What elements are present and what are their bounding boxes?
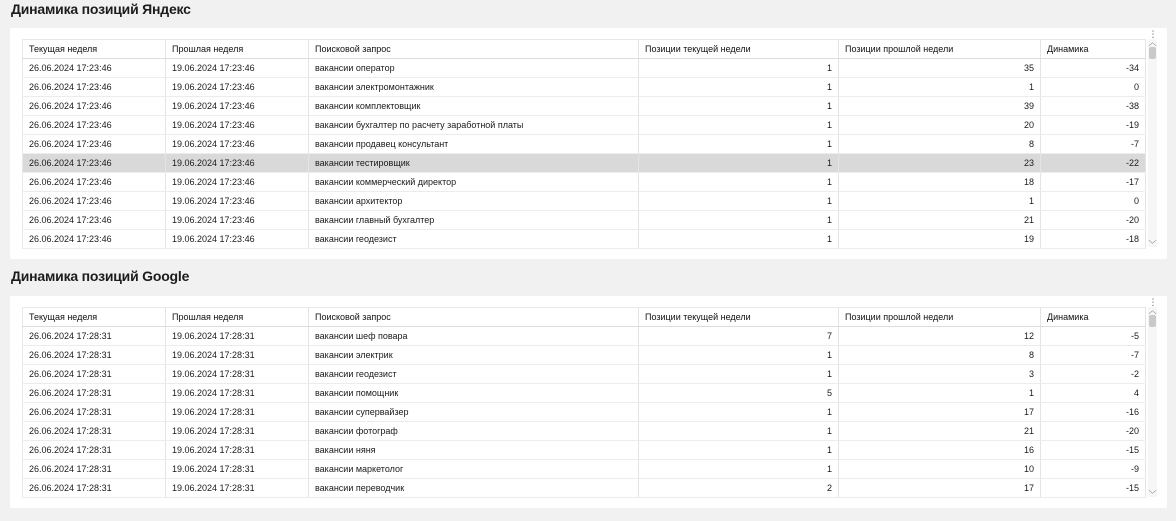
- table-row[interactable]: [23, 78, 1146, 97]
- cell-current-week: 26.06.2024 17:28:31: [23, 460, 166, 479]
- cell-current-position: 1: [639, 116, 839, 135]
- more-menu-icon[interactable]: ⋮: [1148, 297, 1157, 307]
- table-row[interactable]: [23, 59, 1146, 78]
- cell-previous-week: 19.06.2024 17:28:31: [166, 403, 309, 422]
- cell-dynamics: -15: [1041, 479, 1146, 498]
- cell-current-week: 26.06.2024 17:28:31: [23, 327, 166, 346]
- table-row[interactable]: [23, 211, 1146, 230]
- vertical-scrollbar[interactable]: [1148, 39, 1157, 247]
- section-title-google: Динамика позиций Google: [11, 268, 190, 284]
- yandex-table: [22, 39, 1146, 249]
- scrollbar-thumb[interactable]: [1149, 315, 1156, 327]
- table-row[interactable]: [23, 441, 1146, 460]
- cell-current-week: 26.06.2024 17:28:31: [23, 403, 166, 422]
- table-header-row: [23, 308, 1146, 327]
- google-table-viewport[interactable]: [22, 307, 1150, 506]
- cell-previous-position: 16: [839, 441, 1041, 460]
- table-row[interactable]: [23, 135, 1146, 154]
- cell-previous-week: 19.06.2024 17:23:46: [166, 97, 309, 116]
- cell-current-week: 26.06.2024 17:23:46: [23, 154, 166, 173]
- cell-previous-position: 23: [839, 154, 1041, 173]
- cell-search-query: вакансии маркетолог: [309, 460, 639, 479]
- cell-dynamics: -19: [1041, 116, 1146, 135]
- cell-search-query: вакансии оператор: [309, 59, 639, 78]
- cell-dynamics: 0: [1041, 192, 1146, 211]
- column-header-current-week[interactable]: Текущая неделя: [23, 40, 166, 59]
- cell-previous-week: 19.06.2024 17:28:31: [166, 327, 309, 346]
- table-row[interactable]: [23, 192, 1146, 211]
- cell-previous-position: 10: [839, 460, 1041, 479]
- cell-dynamics: -16: [1041, 403, 1146, 422]
- cell-dynamics: -17: [1041, 173, 1146, 192]
- cell-previous-week: 19.06.2024 17:23:46: [166, 154, 309, 173]
- cell-current-position: 7: [639, 327, 839, 346]
- cell-dynamics: -20: [1041, 211, 1146, 230]
- cell-previous-week: 19.06.2024 17:23:46: [166, 211, 309, 230]
- cell-search-query: вакансии комплектовщик: [309, 97, 639, 116]
- cell-previous-week: 19.06.2024 17:28:31: [166, 346, 309, 365]
- cell-search-query: вакансии няня: [309, 441, 639, 460]
- cell-search-query: вакансии электрик: [309, 346, 639, 365]
- cell-previous-position: 1: [839, 384, 1041, 403]
- yandex-table-viewport[interactable]: [22, 39, 1150, 249]
- cell-search-query: вакансии помощник: [309, 384, 639, 403]
- cell-current-week: 26.06.2024 17:28:31: [23, 346, 166, 365]
- cell-current-position: 1: [639, 422, 839, 441]
- cell-previous-position: 8: [839, 346, 1041, 365]
- cell-previous-week: 19.06.2024 17:23:46: [166, 116, 309, 135]
- cell-previous-position: 21: [839, 211, 1041, 230]
- cell-current-week: 26.06.2024 17:23:46: [23, 97, 166, 116]
- cell-search-query: вакансии шеф повара: [309, 327, 639, 346]
- cell-search-query: вакансии главный бухгалтер: [309, 211, 639, 230]
- cell-current-week: 26.06.2024 17:28:31: [23, 441, 166, 460]
- table-row[interactable]: [23, 346, 1146, 365]
- cell-dynamics: -34: [1041, 59, 1146, 78]
- cell-dynamics: 0: [1041, 78, 1146, 97]
- cell-previous-week: 19.06.2024 17:23:46: [166, 230, 309, 249]
- cell-current-week: 26.06.2024 17:28:31: [23, 384, 166, 403]
- cell-search-query: вакансии тестировщик: [309, 154, 639, 173]
- table-row[interactable]: [23, 365, 1146, 384]
- cell-current-position: 1: [639, 230, 839, 249]
- cell-search-query: вакансии продавец консультант: [309, 135, 639, 154]
- table-row[interactable]: [23, 403, 1146, 422]
- cell-dynamics: -2: [1041, 365, 1146, 384]
- cell-current-week: 26.06.2024 17:23:46: [23, 230, 166, 249]
- cell-previous-week: 19.06.2024 17:28:31: [166, 479, 309, 498]
- cell-dynamics: -9: [1041, 460, 1146, 479]
- cell-dynamics: -20: [1041, 422, 1146, 441]
- cell-current-week: 26.06.2024 17:23:46: [23, 116, 166, 135]
- cell-previous-week: 19.06.2024 17:23:46: [166, 135, 309, 154]
- cell-previous-week: 19.06.2024 17:28:31: [166, 460, 309, 479]
- cell-previous-position: 17: [839, 403, 1041, 422]
- cell-current-position: 1: [639, 78, 839, 97]
- column-header-search-query[interactable]: Поисковой запрос: [309, 40, 639, 59]
- cell-previous-position: 19: [839, 230, 1041, 249]
- chevron-down-icon[interactable]: ﹀: [1148, 240, 1157, 249]
- cell-search-query: вакансии бухгалтер по расчету заработной платы: [309, 116, 639, 135]
- cell-current-position: 1: [639, 460, 839, 479]
- cell-current-position: 1: [639, 441, 839, 460]
- cell-previous-week: 19.06.2024 17:28:31: [166, 365, 309, 384]
- cell-search-query: вакансии геодезист: [309, 230, 639, 249]
- cell-search-query: вакансии геодезист: [309, 365, 639, 384]
- cell-dynamics: -18: [1041, 230, 1146, 249]
- column-header-search-query[interactable]: Поисковой запрос: [309, 308, 639, 327]
- table-header-row: [23, 40, 1146, 59]
- cell-previous-week: 19.06.2024 17:28:31: [166, 441, 309, 460]
- cell-current-position: 1: [639, 365, 839, 384]
- cell-previous-week: 19.06.2024 17:28:31: [166, 422, 309, 441]
- table-row[interactable]: [23, 384, 1146, 403]
- cell-previous-position: 18: [839, 173, 1041, 192]
- cell-previous-week: 19.06.2024 17:23:46: [166, 173, 309, 192]
- column-header-dynamics[interactable]: Динамика: [1041, 40, 1146, 59]
- column-header-current-positions[interactable]: Позиции текущей недели: [639, 308, 839, 327]
- cell-current-week: 26.06.2024 17:28:31: [23, 365, 166, 384]
- cell-dynamics: -7: [1041, 135, 1146, 154]
- column-header-previous-positions[interactable]: Позиции прошлой недели: [839, 308, 1041, 327]
- table-row[interactable]: [23, 97, 1146, 116]
- cell-current-position: 1: [639, 154, 839, 173]
- chevron-down-icon[interactable]: ﹀: [1148, 490, 1157, 499]
- chevron-up-icon[interactable]: ︿: [1148, 306, 1157, 315]
- more-menu-icon[interactable]: ⋮: [1148, 29, 1157, 39]
- column-header-current-week[interactable]: Текущая неделя: [23, 308, 166, 327]
- cell-previous-position: 8: [839, 135, 1041, 154]
- table-row[interactable]: [23, 460, 1146, 479]
- cell-search-query: вакансии супервайзер: [309, 403, 639, 422]
- cell-current-position: 1: [639, 211, 839, 230]
- scrollbar-thumb[interactable]: [1149, 47, 1156, 59]
- table-row[interactable]: [23, 116, 1146, 135]
- cell-current-week: 26.06.2024 17:23:46: [23, 173, 166, 192]
- column-header-previous-week[interactable]: Прошлая неделя: [166, 308, 309, 327]
- cell-current-week: 26.06.2024 17:28:31: [23, 422, 166, 441]
- cell-current-week: 26.06.2024 17:23:46: [23, 78, 166, 97]
- column-header-previous-positions[interactable]: Позиции прошлой недели: [839, 40, 1041, 59]
- cell-search-query: вакансии архитектор: [309, 192, 639, 211]
- cell-current-week: 26.06.2024 17:23:46: [23, 135, 166, 154]
- cell-current-week: 26.06.2024 17:23:46: [23, 211, 166, 230]
- cell-search-query: вакансии коммерческий директор: [309, 173, 639, 192]
- column-header-current-positions[interactable]: Позиции текущей недели: [639, 40, 839, 59]
- column-header-previous-week[interactable]: Прошлая неделя: [166, 40, 309, 59]
- google-table: [22, 307, 1146, 498]
- cell-previous-position: 12: [839, 327, 1041, 346]
- cell-current-position: 1: [639, 403, 839, 422]
- cell-current-position: 1: [639, 97, 839, 116]
- cell-current-week: 26.06.2024 17:28:31: [23, 479, 166, 498]
- cell-previous-week: 19.06.2024 17:28:31: [166, 384, 309, 403]
- cell-previous-position: 21: [839, 422, 1041, 441]
- chevron-up-icon[interactable]: ︿: [1148, 38, 1157, 47]
- cell-previous-position: 20: [839, 116, 1041, 135]
- cell-previous-position: 39: [839, 97, 1041, 116]
- table-row[interactable]: [23, 230, 1146, 249]
- cell-search-query: вакансии электромонтажник: [309, 78, 639, 97]
- cell-previous-position: 3: [839, 365, 1041, 384]
- cell-previous-position: 1: [839, 78, 1041, 97]
- cell-current-position: 5: [639, 384, 839, 403]
- google-table-panel: [10, 296, 1167, 508]
- table-row[interactable]: [23, 327, 1146, 346]
- cell-previous-position: 17: [839, 479, 1041, 498]
- cell-current-week: 26.06.2024 17:23:46: [23, 192, 166, 211]
- cell-previous-week: 19.06.2024 17:23:46: [166, 192, 309, 211]
- cell-dynamics: 4: [1041, 384, 1146, 403]
- cell-previous-position: 1: [839, 192, 1041, 211]
- section-title-yandex: Динамика позиций Яндекс: [11, 1, 191, 17]
- table-row[interactable]: [23, 479, 1146, 498]
- cell-current-position: 1: [639, 173, 839, 192]
- cell-dynamics: -15: [1041, 441, 1146, 460]
- cell-dynamics: -22: [1041, 154, 1146, 173]
- cell-previous-week: 19.06.2024 17:23:46: [166, 78, 309, 97]
- table-row[interactable]: [23, 422, 1146, 441]
- cell-current-position: 1: [639, 346, 839, 365]
- yandex-table-panel: [10, 28, 1167, 259]
- table-row[interactable]: [23, 154, 1146, 173]
- cell-current-position: 1: [639, 192, 839, 211]
- cell-search-query: вакансии фотограф: [309, 422, 639, 441]
- cell-dynamics: -7: [1041, 346, 1146, 365]
- vertical-scrollbar[interactable]: [1148, 307, 1157, 497]
- cell-dynamics: -38: [1041, 97, 1146, 116]
- cell-current-position: 1: [639, 135, 839, 154]
- yandex-table-body: [23, 59, 1146, 249]
- table-row[interactable]: [23, 173, 1146, 192]
- cell-previous-position: 35: [839, 59, 1041, 78]
- cell-search-query: вакансии переводчик: [309, 479, 639, 498]
- column-header-dynamics[interactable]: Динамика: [1041, 308, 1146, 327]
- cell-dynamics: -5: [1041, 327, 1146, 346]
- cell-current-week: 26.06.2024 17:23:46: [23, 59, 166, 78]
- cell-previous-week: 19.06.2024 17:23:46: [166, 59, 309, 78]
- cell-current-position: 2: [639, 479, 839, 498]
- google-table-body: [23, 327, 1146, 498]
- cell-current-position: 1: [639, 59, 839, 78]
